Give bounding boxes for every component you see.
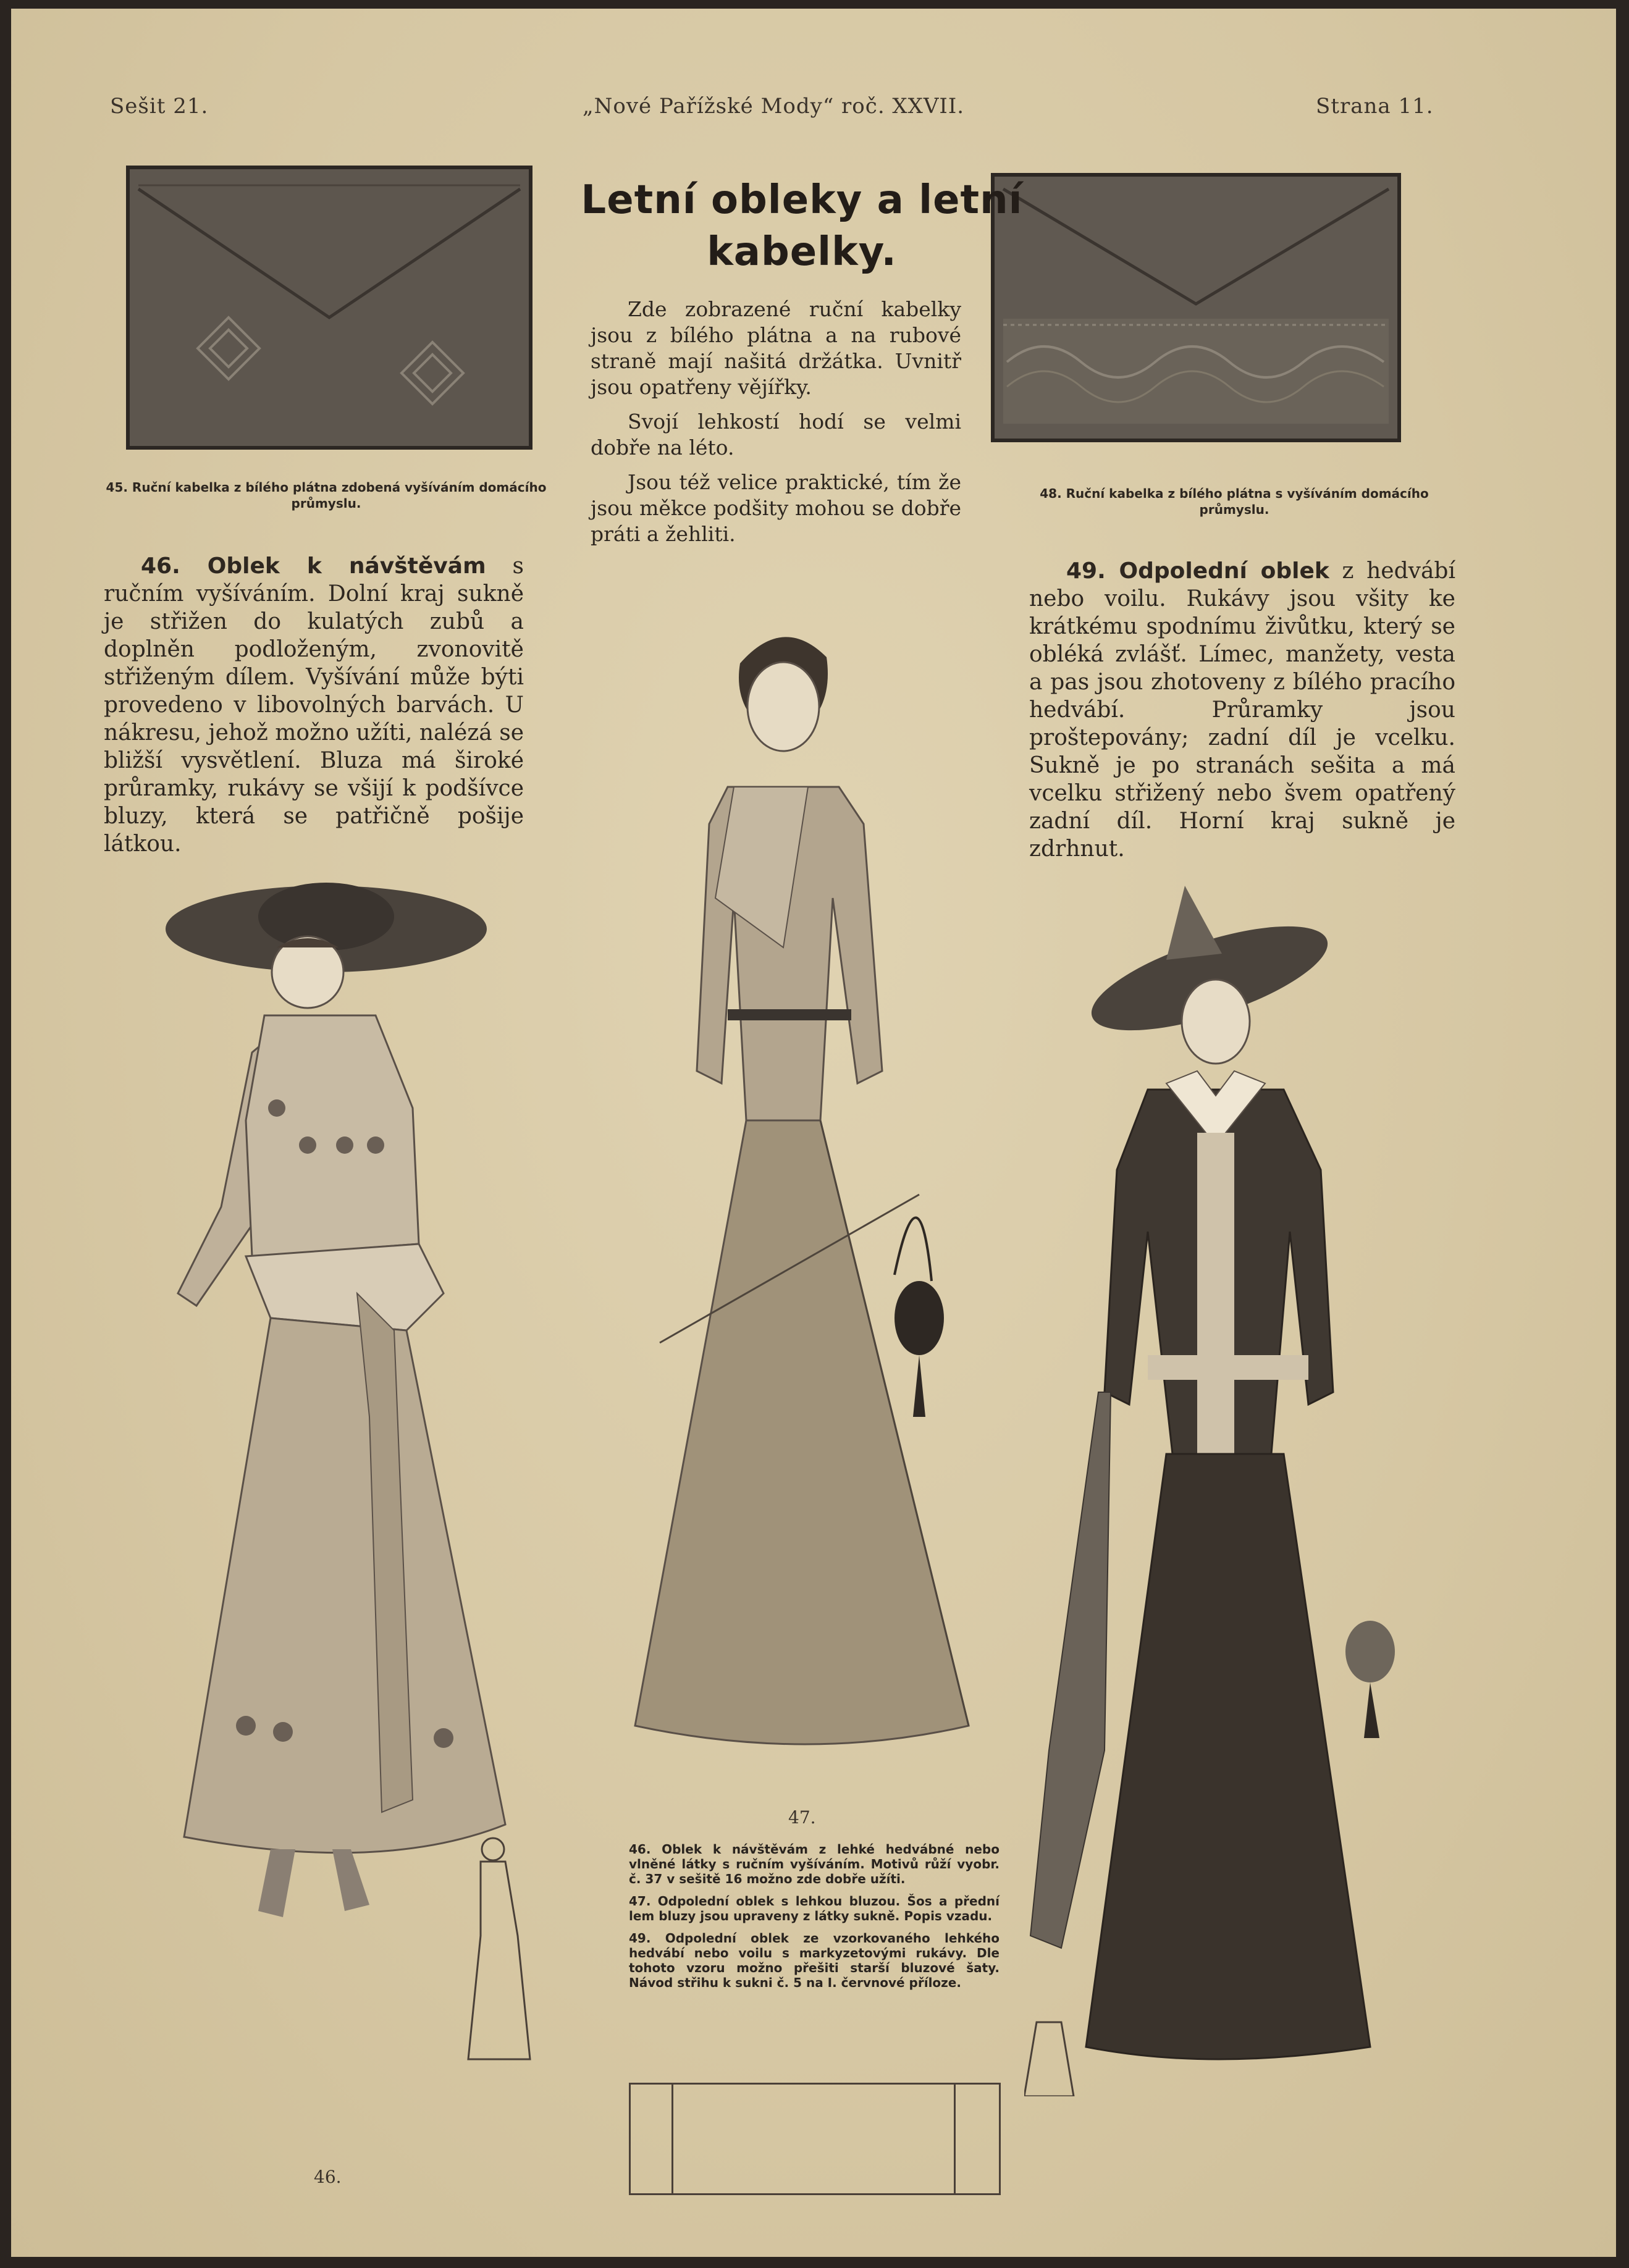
header-magazine: „Nové Pařížské Mody“ roč. XXVII.	[583, 94, 965, 119]
handbag-48-illustration	[991, 173, 1401, 442]
figure-49-dress-illustration	[1024, 886, 1432, 2096]
intro-paragraph: Jsou též velice praktické, tím že jsou měkce podšity mohou se dobře práti a žehliti.	[591, 470, 961, 546]
intro-paragraph: Zde zobrazené ruční kabelky jsou z bílého plátna a na rubové straně mají našitá držátka. Uvnitř jsou opatřeny vějířky.	[591, 297, 961, 399]
figure-47-dress-illustration	[623, 602, 993, 1775]
handbag-45-illustration	[126, 166, 532, 450]
description-49-lead: 49. Odpolední oblek	[1066, 558, 1329, 584]
ruled-box-cell	[631, 2085, 673, 2193]
header-issue: Sešit 21.	[110, 94, 209, 119]
empty-ruled-box	[629, 2083, 1001, 2195]
figure-47-number: 47.	[788, 1807, 816, 1828]
article-title: Letní obleky a letní kabelky.	[581, 177, 1023, 275]
description-46-lead: 46. Oblek k návštěvám	[141, 553, 486, 579]
legend-entry-47: 47. Odpolední oblek s lehkou bluzou. Šos a přední lem bluzy jsou upraveny z látky sukně. Popis vzadu.	[629, 1894, 1000, 1923]
description-49	[1029, 557, 1455, 863]
figure-46-dress-illustration	[122, 861, 555, 2084]
description-49-body: z hedvábí nebo voilu. Rukávy jsou všity ke krátkému spodnímu živůtku, který se obléká zvlášť. Límec, manžety, vesta a pas jsou zhotoveny z bílého pracího hedvábí. Průramky jsou proštepovány; zadní díl je vcelku. Sukně je po stranách sešita a má vcelku střižený nebo švem opatřený zadní díl. Horní kraj sukně je zdrhnut.	[1029, 558, 1455, 862]
description-46	[104, 552, 524, 858]
figure-46-number: 46.	[314, 2167, 342, 2187]
legend-entry-46: 46. Oblek k návštěvám z lehké hedvábné nebo vlněné látky s ručním vyšíváním. Motivů růží vyobr. č. 37 v sešitě 16 možno zde dobře užíti.	[629, 1842, 1000, 1886]
caption-handbag-48: 48. Ruční kabelka z bílého plátna s vyšíváním domácího průmyslu.	[1040, 486, 1429, 517]
description-46-body: s ručním vyšíváním. Dolní kraj sukně je střižen do kulatých zubů a doplněn podloženým, zvonovitě střiženým dílem. Vyšívání může býti provedeno v libovolných barvách. U nákresu, jehož možno užíti, nalézá se bližší vysvětlení. Bluza má široké průramky, rukávy se všijí k podšívce bluzy, která se patřičně pošije látkou.	[104, 553, 524, 857]
intro-paragraph: Svojí lehkostí hodí se velmi dobře na léto.	[591, 410, 961, 460]
intro-text	[591, 296, 961, 556]
caption-handbag-45: 45. Ruční kabelka z bílého plátna zdobená vyšíváním domácího průmyslu.	[106, 480, 547, 511]
header-page-number: Strana 11.	[1316, 94, 1434, 119]
figure-legend	[629, 1842, 1000, 1997]
magazine-page	[11, 9, 1616, 2257]
ruled-box-cell	[673, 2085, 956, 2193]
legend-entry-49: 49. Odpolední oblek ze vzorkovaného lehkého hedvábí nebo voilu s markyzetovými rukávy. Dle tohoto vzoru možno přešiti starší bluzové šaty. Návod střihu k sukni č. 5 na I. červnové příloze.	[629, 1931, 1000, 1990]
ruled-box-cell	[956, 2085, 999, 2193]
